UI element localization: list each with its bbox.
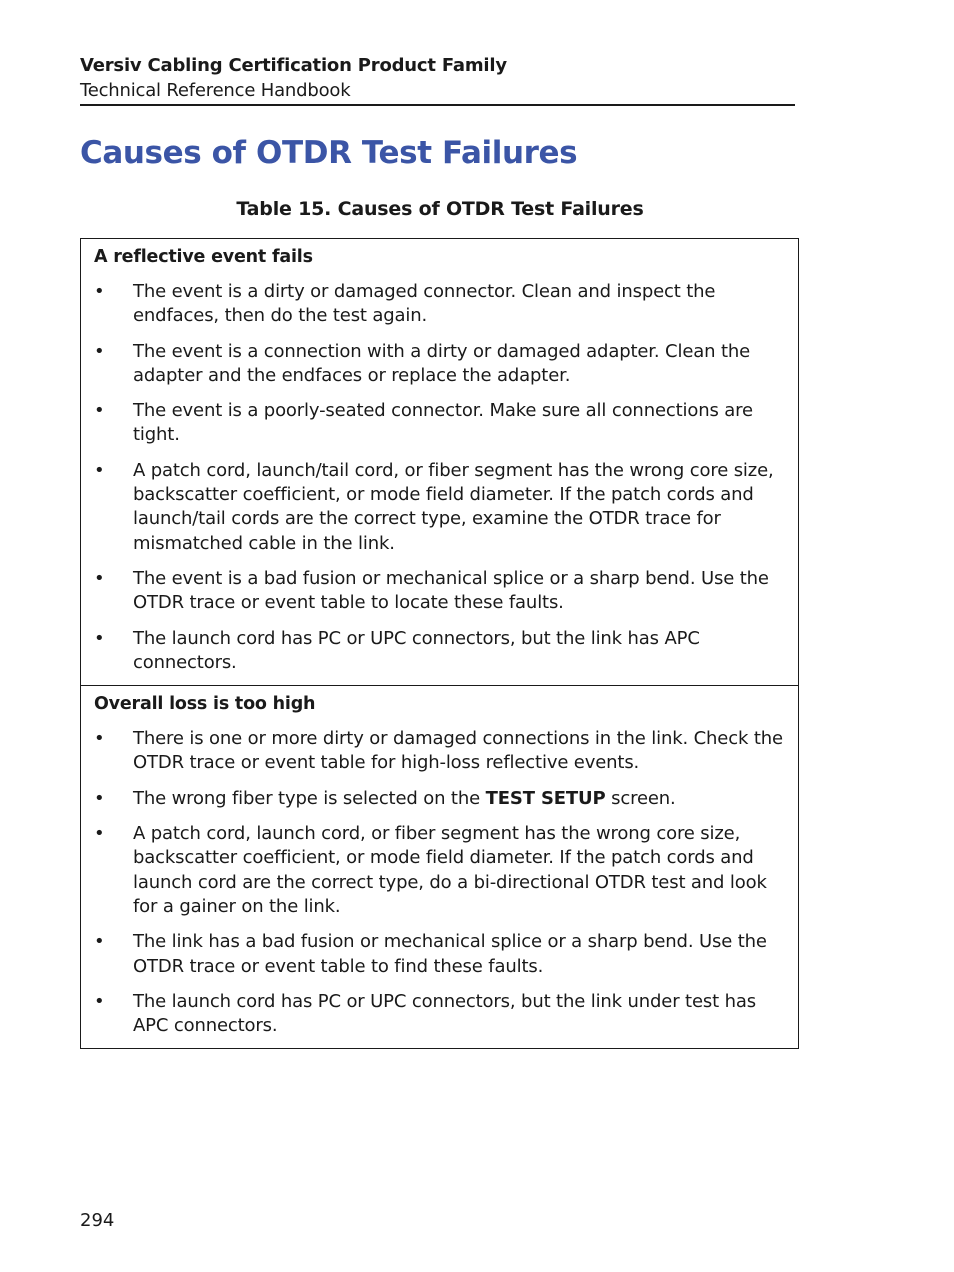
bullet-icon: • (94, 281, 105, 302)
bullet-icon: • (94, 340, 105, 362)
table-caption: Table 15. Causes of OTDR Test Failures (236, 198, 644, 220)
bullet-icon: • (94, 728, 105, 750)
list-item-text: A patch cord, launch/tail cord, or fiber segment has the wrong core size, backscatter coefficient, or mode field diameter. If the patch cords and launch/tail cords are the correct type, examine the OTDR trace for mismatched cable in the link. (133, 459, 774, 554)
bullet-icon: • (94, 459, 105, 481)
bullet-icon: • (94, 567, 105, 589)
bullet-icon: • (94, 931, 105, 953)
bullet-icon: • (94, 627, 105, 649)
bullet-icon: • (94, 990, 105, 1012)
section-reflective-event (81, 239, 798, 685)
list-item-text: The link has a bad fusion or mechanical splice or a sharp bend. Use the OTDR trace or event table to find these faults. (133, 931, 767, 977)
list-item-text: There is one or more dirty or damaged connections in the link. Check the OTDR trace or event table for high-loss reflective events. (133, 728, 783, 774)
list-item-text: The launch cord has PC or UPC connectors, but the link has APC connectors. (133, 627, 700, 673)
test-setup-screen-name: TEST SETUP (485, 787, 606, 809)
list-item (94, 340, 784, 389)
list-item-text: The event is a bad fusion or mechanical splice or a sharp bend. Use the OTDR trace or event table to locate these faults. (133, 567, 769, 614)
list-item-text: The launch cord has PC or UPC connectors, but the link under test has APC connectors. (133, 990, 756, 1037)
list-item (94, 627, 784, 676)
section-heading: Overall loss is too high (94, 694, 316, 715)
list-item (94, 787, 784, 811)
section-overall-loss (81, 685, 798, 1048)
bullet-icon: • (94, 823, 105, 845)
page-number: 294 (80, 1210, 115, 1231)
list-item-text: The event is a connection with a dirty or damaged adapter. Clean the adapter and the endfaces or replace the adapter. (133, 340, 751, 386)
list-item (94, 399, 784, 448)
list-item (94, 459, 784, 556)
list-item (94, 990, 784, 1039)
list-item (94, 822, 784, 919)
list-item-text: The event is a dirty or damaged connector. Clean and inspect the endfaces, then do the test again. (133, 281, 716, 327)
list-item (94, 930, 784, 979)
bullet-list (94, 280, 784, 675)
list-item-text-after: screen. (605, 787, 676, 809)
list-item-text-before: The wrong fiber type is selected on the (133, 787, 486, 809)
header-title: Versiv Cabling Certification Product Family (80, 55, 507, 76)
list-item-text: A patch cord, launch cord, or fiber segment has the wrong core size, backscatter coefficient, or mode field diameter. If the patch cords and launch cord are the correct type, do a bi-directional OTDR test and look for a gainer on the link. (133, 823, 767, 917)
list-item (94, 280, 784, 329)
running-header (80, 53, 795, 106)
causes-table (80, 238, 799, 1049)
section-heading: A reflective event fails (94, 247, 313, 267)
page-title: Causes of OTDR Test Failures (80, 135, 578, 171)
bullet-list (94, 727, 784, 1038)
bullet-icon: • (94, 400, 105, 422)
header-subtitle: Technical Reference Handbook (80, 80, 351, 101)
list-item-text: The event is a poorly-seated connector. Make sure all connections are tight. (133, 400, 753, 446)
list-item (94, 727, 784, 776)
bullet-icon: • (94, 787, 105, 809)
list-item-text (133, 788, 676, 809)
list-item (94, 567, 784, 616)
